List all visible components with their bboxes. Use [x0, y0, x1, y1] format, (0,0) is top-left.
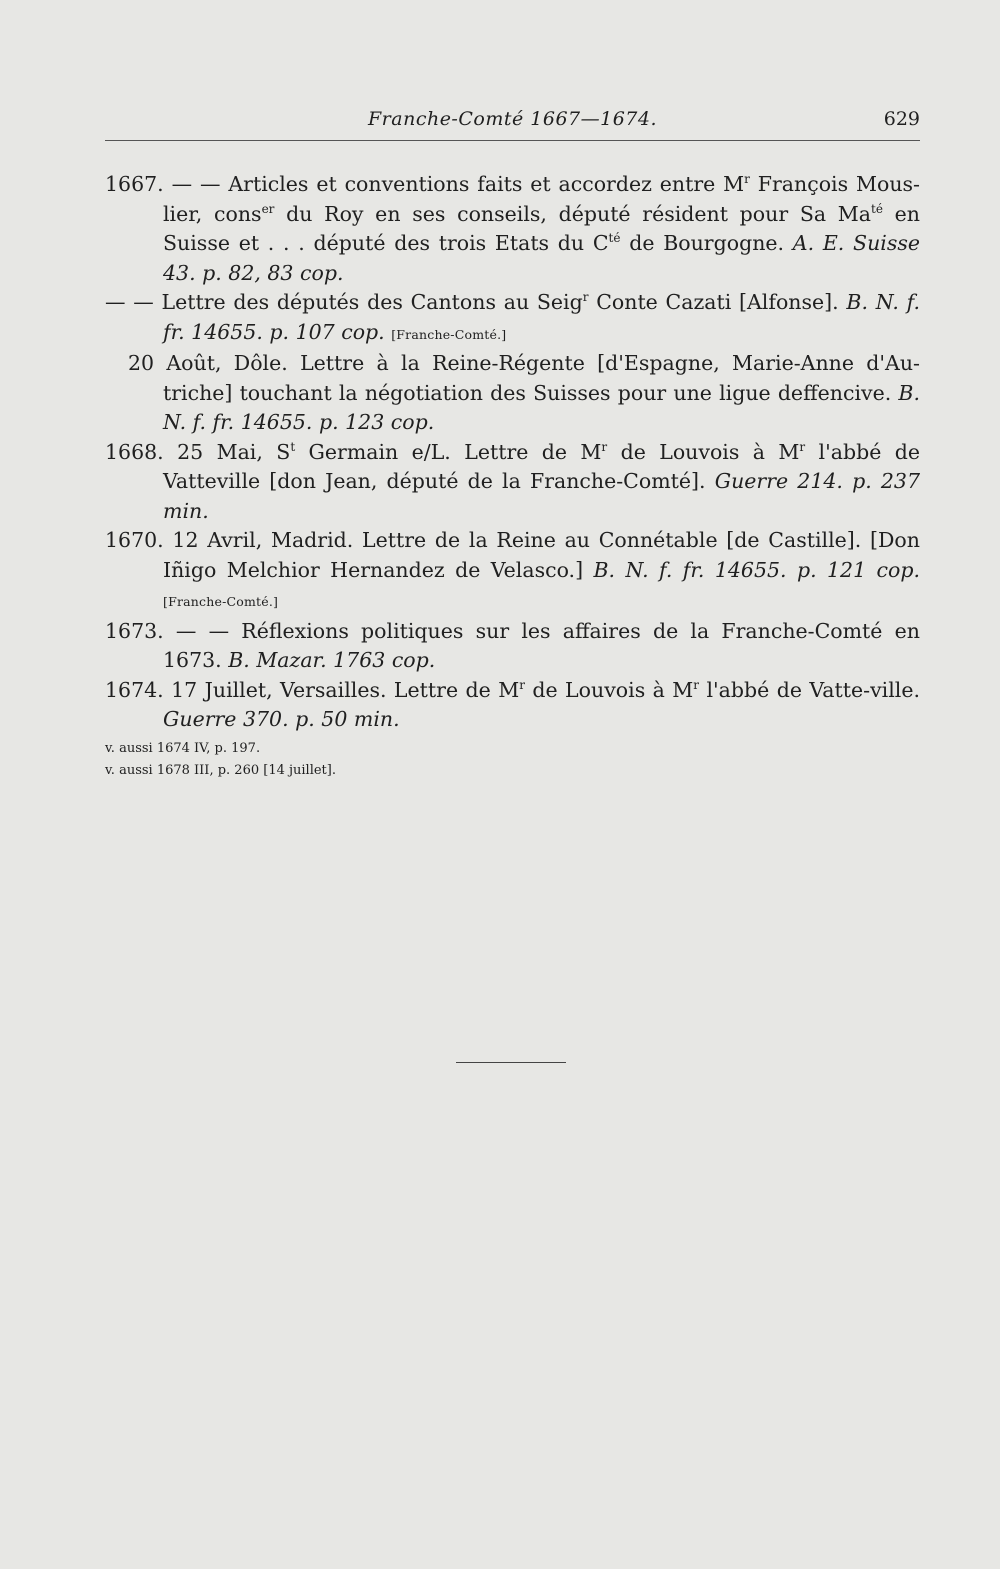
see-also-item: v. aussi 1678 III, p. 260 [14 juillet]. — [105, 762, 336, 778]
closing-rule — [456, 1062, 566, 1063]
entry-text: Lettre des députés des Cantons au Seig — [161, 290, 583, 314]
entry-text: 17 Juillet, Versailles. Lettre de M — [171, 677, 520, 702]
superscript: té — [871, 201, 883, 216]
ditto-dash: — — — [171, 172, 221, 196]
entry-date: 1668. — [105, 439, 164, 464]
entry-date: 1667. — [105, 172, 164, 196]
see-also-list — [105, 738, 920, 782]
page-number: 629 — [883, 108, 920, 130]
entry-text: de Louvois à M — [524, 677, 694, 702]
entry-date: 1674. — [105, 677, 164, 702]
superscript: er — [261, 201, 275, 216]
entry-text: l'abbé de Vatte-ville. — [699, 677, 920, 702]
archive-reference: B. N. f. fr. 14655. p. 123 cop. — [163, 380, 920, 434]
archive-reference: A. E. Suisse 43. p. 82, 83 cop. — [163, 231, 921, 285]
entry-date: 20 Août, Dôle. — [128, 351, 288, 375]
section-tag: [Franche-Comté.] — [391, 326, 507, 342]
archive-reference: B. N. f. fr. 14655. p. 121 cop. — [593, 557, 920, 582]
superscript: té — [608, 231, 621, 246]
archive-reference: Guerre 370. p. 50 min. — [163, 707, 400, 731]
entry-1667-lettre-deputes — [105, 288, 920, 349]
superscript: t — [290, 439, 296, 454]
entry-text: de Bourgogne. — [620, 231, 793, 255]
entry-text: du Roy en ses conseils, député résident pour Sa Ma — [274, 201, 872, 226]
running-title: Franche-Comté 1667—1674. — [367, 108, 658, 130]
archive-reference: B. N. f. fr. 14655. p. 107 cop. — [163, 290, 920, 344]
entry-text: Lettre à la Reine-Régente [d'Espagne, Marie-Anne d'Au-triche] touchant la négotiation des Suisses pour une ligue deffencive. — [163, 351, 920, 405]
entry-1674 — [105, 676, 920, 735]
entry-date: 1673. — [105, 618, 164, 643]
see-also-item: v. aussi 1674 IV, p. 197. — [105, 740, 261, 756]
entry-text: Germain e/L. Lettre de M — [295, 439, 602, 464]
superscript: r — [799, 439, 806, 454]
entry-1668 — [105, 438, 920, 527]
entry-1670 — [105, 526, 920, 617]
entry-text: 12 Avril, Madrid. Lettre de la Reine au Connétable [de Castille]. [Don Iñigo Melchior Hernandez de Velasco.] — [163, 528, 920, 582]
running-header — [105, 108, 920, 138]
entry-1667-dole — [128, 349, 920, 438]
entry-text: 25 Mai, S — [177, 439, 291, 464]
superscript: r — [582, 290, 589, 305]
entry-1673 — [105, 617, 920, 676]
entry-text: Articles et conventions faits et accordez entre M — [228, 172, 745, 196]
entry-date: 1670. — [105, 528, 164, 552]
entry-1667-articles — [105, 170, 921, 288]
superscript: r — [601, 439, 608, 454]
header-rule — [105, 140, 920, 141]
section-tag: [Franche-Comté.] — [163, 594, 279, 609]
entry-text: l'abbé de Vatteville [don Jean, député de la Franche-Comté]. — [163, 439, 920, 493]
ditto-dash: — — — [175, 618, 230, 643]
entry-text: Réflexions politiques sur les affaires de la Franche-Comté en 1673. — [163, 618, 920, 672]
archive-reference: B. Mazar. 1763 cop. — [228, 648, 436, 672]
entry-list — [105, 170, 920, 782]
entry-text: Conte Cazati [Alfonse]. — [588, 290, 847, 314]
ditto-dash: — — — [105, 290, 154, 314]
superscript: r — [744, 172, 750, 187]
superscript: r — [519, 677, 525, 692]
entry-text: de Louvois à M — [607, 439, 800, 464]
entry-text: en Suisse et . . . député des trois Etats du C — [163, 201, 920, 255]
archive-reference: Guerre 214. p. 237 min. — [163, 469, 920, 523]
entry-text: François Mous-lier, cons — [163, 172, 920, 226]
superscript: r — [693, 677, 700, 692]
